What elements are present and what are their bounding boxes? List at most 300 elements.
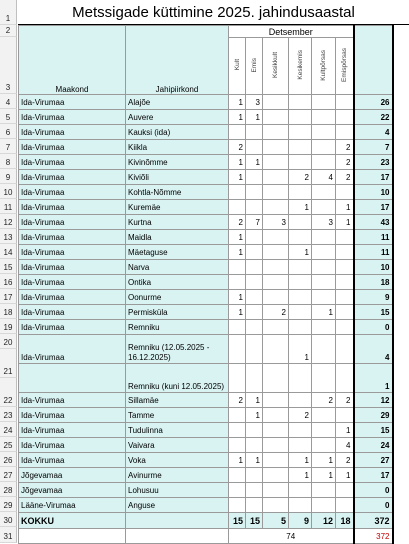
area-cell[interactable]: Kiikla: [126, 140, 229, 155]
row-number[interactable]: 30: [0, 512, 17, 527]
value-cell[interactable]: [229, 335, 246, 364]
area-cell[interactable]: Kurtna: [126, 215, 229, 230]
value-cell[interactable]: [336, 290, 354, 305]
area-cell[interactable]: Kivinõmme: [126, 155, 229, 170]
value-cell[interactable]: 2: [229, 393, 246, 408]
county-cell[interactable]: Ida-Virumaa: [19, 453, 126, 468]
value-cell[interactable]: [289, 498, 312, 513]
value-cell[interactable]: 1: [246, 110, 263, 125]
row-number[interactable]: 28: [0, 482, 17, 497]
value-cell[interactable]: [312, 200, 336, 215]
total-cell[interactable]: 12: [354, 393, 393, 408]
value-cell[interactable]: [289, 230, 312, 245]
value-cell[interactable]: [312, 408, 336, 423]
county-cell[interactable]: Ida-Virumaa: [19, 230, 126, 245]
row-number[interactable]: 23: [0, 407, 17, 422]
header-maakond[interactable]: Maakond: [19, 26, 126, 95]
total-cell[interactable]: 18: [354, 275, 393, 290]
row-number[interactable]: 21: [0, 349, 17, 378]
value-cell[interactable]: [263, 155, 289, 170]
county-cell[interactable]: Ida-Virumaa: [19, 423, 126, 438]
row-number[interactable]: 25: [0, 437, 17, 452]
area-cell[interactable]: Mäetaguse: [126, 245, 229, 260]
value-cell[interactable]: 1: [229, 290, 246, 305]
value-cell[interactable]: [312, 498, 336, 513]
area-cell[interactable]: Tudulinna: [126, 423, 229, 438]
row-number[interactable]: 14: [0, 244, 17, 259]
value-cell[interactable]: [263, 185, 289, 200]
area-cell[interactable]: Avinurme: [126, 468, 229, 483]
kokku-value[interactable]: 18: [336, 513, 354, 529]
value-cell[interactable]: 1: [229, 230, 246, 245]
value-cell[interactable]: [229, 125, 246, 140]
value-cell[interactable]: 1: [336, 200, 354, 215]
table-row: [19, 95, 393, 110]
total-cell[interactable]: 10: [354, 260, 393, 275]
total-cell[interactable]: 0: [354, 498, 393, 513]
value-cell[interactable]: [336, 110, 354, 125]
value-cell[interactable]: 4: [336, 438, 354, 453]
value-cell[interactable]: 3: [263, 215, 289, 230]
total-cell[interactable]: 24: [354, 438, 393, 453]
header-total[interactable]: [354, 26, 393, 95]
row31-sum[interactable]: 74: [229, 529, 354, 544]
value-cell[interactable]: 2: [263, 305, 289, 320]
row-number[interactable]: 9: [0, 169, 17, 184]
value-cell[interactable]: [229, 200, 246, 215]
total-cell[interactable]: 4: [354, 335, 393, 364]
header-col-0[interactable]: [229, 38, 246, 95]
header-col-1[interactable]: [246, 38, 263, 95]
value-cell[interactable]: [312, 423, 336, 438]
total-cell[interactable]: 1: [354, 364, 393, 393]
table-row: [19, 125, 393, 140]
value-cell[interactable]: [336, 230, 354, 245]
area-cell[interactable]: Maidla: [126, 230, 229, 245]
value-cell[interactable]: 1: [229, 245, 246, 260]
value-cell[interactable]: [336, 245, 354, 260]
value-cell[interactable]: [263, 320, 289, 335]
value-cell[interactable]: [289, 140, 312, 155]
kokku-value[interactable]: 5: [263, 513, 289, 529]
area-cell[interactable]: Kohtla-Nõmme: [126, 185, 229, 200]
county-cell[interactable]: [19, 364, 126, 393]
total-cell[interactable]: 11: [354, 245, 393, 260]
area-cell[interactable]: Remniku: [126, 320, 229, 335]
total-cell[interactable]: 4: [354, 125, 393, 140]
county-cell[interactable]: Ida-Virumaa: [19, 95, 126, 110]
table-row: [19, 468, 393, 483]
value-cell[interactable]: [312, 260, 336, 275]
row-number[interactable]: 22: [0, 378, 17, 407]
table-row: [19, 408, 393, 423]
value-cell[interactable]: [263, 95, 289, 110]
total-cell[interactable]: 17: [354, 468, 393, 483]
header-col-2[interactable]: [263, 38, 289, 95]
row-number[interactable]: 8: [0, 154, 17, 169]
total-cell[interactable]: 17: [354, 170, 393, 185]
total-cell[interactable]: 7: [354, 140, 393, 155]
value-cell[interactable]: [263, 140, 289, 155]
county-cell[interactable]: Jõgevamaa: [19, 483, 126, 498]
value-cell[interactable]: 2: [312, 393, 336, 408]
value-cell[interactable]: [229, 320, 246, 335]
value-cell[interactable]: [336, 305, 354, 320]
value-cell[interactable]: [336, 408, 354, 423]
row-number[interactable]: 24: [0, 422, 17, 437]
area-cell[interactable]: Remniku (12.05.2025 - 16.12.2025): [126, 335, 229, 364]
value-cell[interactable]: [263, 364, 289, 393]
value-cell[interactable]: 1: [229, 305, 246, 320]
row31-empty-a[interactable]: [19, 529, 126, 544]
value-cell[interactable]: 2: [229, 140, 246, 155]
value-cell[interactable]: [312, 155, 336, 170]
row-number[interactable]: 6: [0, 124, 17, 139]
row-number[interactable]: 3: [0, 37, 17, 94]
value-cell[interactable]: 1: [229, 170, 246, 185]
value-cell[interactable]: 1: [229, 453, 246, 468]
county-cell[interactable]: Ida-Virumaa: [19, 260, 126, 275]
value-cell[interactable]: 1: [246, 453, 263, 468]
total-cell[interactable]: 10: [354, 185, 393, 200]
area-cell[interactable]: Oonurme: [126, 290, 229, 305]
value-cell[interactable]: [312, 95, 336, 110]
sheet-title[interactable]: Metssigade küttimine 2025. jahindusaastal: [18, 0, 409, 25]
value-cell[interactable]: [246, 140, 263, 155]
value-cell[interactable]: 1: [289, 245, 312, 260]
county-cell[interactable]: Ida-Virumaa: [19, 155, 126, 170]
area-cell[interactable]: Auvere: [126, 110, 229, 125]
value-cell[interactable]: [336, 125, 354, 140]
county-cell[interactable]: Ida-Virumaa: [19, 140, 126, 155]
value-cell[interactable]: [312, 125, 336, 140]
county-cell[interactable]: Ida-Virumaa: [19, 215, 126, 230]
value-cell[interactable]: [263, 245, 289, 260]
row-number[interactable]: 17: [0, 289, 17, 304]
value-cell[interactable]: [229, 408, 246, 423]
row-number[interactable]: 31: [0, 527, 17, 543]
value-cell[interactable]: [289, 185, 312, 200]
area-cell[interactable]: Kauksi (ida): [126, 125, 229, 140]
value-cell[interactable]: [289, 483, 312, 498]
value-cell[interactable]: [289, 110, 312, 125]
area-cell[interactable]: Kuremäe: [126, 200, 229, 215]
kokku-total[interactable]: 372: [354, 513, 393, 529]
value-cell[interactable]: 1: [229, 110, 246, 125]
value-cell[interactable]: [246, 290, 263, 305]
value-cell[interactable]: [289, 275, 312, 290]
county-cell[interactable]: Ida-Virumaa: [19, 335, 126, 364]
county-cell[interactable]: Lääne-Virumaa: [19, 498, 126, 513]
value-cell[interactable]: 1: [336, 215, 354, 230]
value-cell[interactable]: [312, 275, 336, 290]
value-cell[interactable]: 1: [246, 393, 263, 408]
value-cell[interactable]: [336, 335, 354, 364]
county-cell[interactable]: Ida-Virumaa: [19, 305, 126, 320]
header-col-wrap: [246, 58, 262, 74]
area-cell[interactable]: Remniku (kuni 12.05.2025): [126, 364, 229, 393]
total-cell[interactable]: 27: [354, 453, 393, 468]
total-cell[interactable]: 26: [354, 95, 393, 110]
value-cell[interactable]: 2: [336, 140, 354, 155]
value-cell[interactable]: [336, 498, 354, 513]
row-number[interactable]: 19: [0, 319, 17, 334]
value-cell[interactable]: [312, 110, 336, 125]
value-cell[interactable]: [312, 364, 336, 393]
row-number[interactable]: 29: [0, 497, 17, 512]
value-cell[interactable]: 3: [312, 215, 336, 230]
value-cell[interactable]: [336, 364, 354, 393]
county-cell[interactable]: Ida-Virumaa: [19, 408, 126, 423]
county-cell[interactable]: Ida-Virumaa: [19, 170, 126, 185]
row-number[interactable]: 27: [0, 467, 17, 482]
value-cell[interactable]: [229, 364, 246, 393]
area-cell[interactable]: Alajõe: [126, 95, 229, 110]
area-cell[interactable]: Vaivara: [126, 438, 229, 453]
header-jahipiirkond[interactable]: Jahipiirkond: [126, 26, 229, 95]
value-cell[interactable]: [229, 423, 246, 438]
value-cell[interactable]: 2: [336, 453, 354, 468]
value-cell[interactable]: [263, 275, 289, 290]
header-col-4[interactable]: [312, 38, 336, 95]
value-cell[interactable]: [289, 423, 312, 438]
row-number[interactable]: 26: [0, 452, 17, 467]
kokku-label[interactable]: KOKKU: [19, 513, 126, 529]
area-cell[interactable]: Ontika: [126, 275, 229, 290]
county-cell[interactable]: Ida-Virumaa: [19, 185, 126, 200]
value-cell[interactable]: [312, 320, 336, 335]
value-cell[interactable]: 1: [289, 453, 312, 468]
value-cell[interactable]: [312, 230, 336, 245]
table-row: [19, 245, 393, 260]
value-cell[interactable]: [312, 290, 336, 305]
value-cell[interactable]: 2: [229, 215, 246, 230]
header-col-5[interactable]: [336, 38, 354, 95]
table-row: [19, 155, 393, 170]
value-cell[interactable]: [229, 498, 246, 513]
row-number[interactable]: 7: [0, 139, 17, 154]
value-cell[interactable]: 1: [336, 468, 354, 483]
value-cell[interactable]: 2: [289, 408, 312, 423]
value-cell[interactable]: 1: [246, 408, 263, 423]
value-cell[interactable]: [263, 408, 289, 423]
row-number[interactable]: 16: [0, 274, 17, 289]
value-cell[interactable]: [289, 260, 312, 275]
table-row: [19, 423, 393, 438]
area-cell[interactable]: Voka: [126, 453, 229, 468]
value-cell[interactable]: [312, 335, 336, 364]
value-cell[interactable]: 2: [336, 170, 354, 185]
value-cell[interactable]: [289, 290, 312, 305]
value-cell[interactable]: [263, 230, 289, 245]
county-cell[interactable]: Ida-Virumaa: [19, 438, 126, 453]
value-cell[interactable]: [336, 320, 354, 335]
value-cell[interactable]: [246, 468, 263, 483]
table-row: [19, 260, 393, 275]
total-cell[interactable]: 17: [354, 200, 393, 215]
total-cell[interactable]: 22: [354, 110, 393, 125]
total-cell[interactable]: 9: [354, 290, 393, 305]
value-cell[interactable]: [336, 275, 354, 290]
area-cell[interactable]: Sillamäe: [126, 393, 229, 408]
county-cell[interactable]: Jõgevamaa: [19, 468, 126, 483]
value-cell[interactable]: [289, 305, 312, 320]
area-cell[interactable]: Tamme: [126, 408, 229, 423]
row-number[interactable]: 18: [0, 304, 17, 319]
row31-total-red[interactable]: 372: [354, 529, 393, 544]
value-cell[interactable]: [246, 170, 263, 185]
value-cell[interactable]: 1: [246, 155, 263, 170]
total-cell[interactable]: 15: [354, 423, 393, 438]
value-cell[interactable]: [246, 200, 263, 215]
table-row: [19, 230, 393, 245]
value-cell[interactable]: [263, 335, 289, 364]
row-number[interactable]: 20: [0, 334, 17, 349]
value-cell[interactable]: [229, 275, 246, 290]
kokku-value[interactable]: 12: [312, 513, 336, 529]
row-number[interactable]: 12: [0, 214, 17, 229]
value-cell[interactable]: [246, 364, 263, 393]
value-cell[interactable]: [312, 185, 336, 200]
value-cell[interactable]: [246, 260, 263, 275]
county-cell[interactable]: Ida-Virumaa: [19, 290, 126, 305]
header-month[interactable]: Detsember: [229, 26, 354, 38]
value-cell[interactable]: 1: [229, 95, 246, 110]
row-number[interactable]: 11: [0, 199, 17, 214]
value-cell[interactable]: [263, 290, 289, 305]
header-col-3[interactable]: [289, 38, 312, 95]
county-cell[interactable]: Ida-Virumaa: [19, 200, 126, 215]
value-cell[interactable]: [289, 320, 312, 335]
county-cell[interactable]: Ida-Virumaa: [19, 275, 126, 290]
row-number[interactable]: 10: [0, 184, 17, 199]
value-cell[interactable]: [246, 230, 263, 245]
value-cell[interactable]: 4: [312, 170, 336, 185]
value-cell[interactable]: [229, 468, 246, 483]
value-cell[interactable]: [263, 423, 289, 438]
value-cell[interactable]: 3: [246, 95, 263, 110]
table-row: [19, 185, 393, 200]
area-cell[interactable]: Anguse: [126, 498, 229, 513]
value-cell[interactable]: 2: [289, 170, 312, 185]
value-cell[interactable]: [246, 305, 263, 320]
value-cell[interactable]: 2: [336, 393, 354, 408]
kokku-value[interactable]: 9: [289, 513, 312, 529]
value-cell[interactable]: [263, 438, 289, 453]
value-cell[interactable]: [246, 320, 263, 335]
value-cell[interactable]: [312, 438, 336, 453]
value-cell[interactable]: [246, 125, 263, 140]
value-cell[interactable]: 1: [336, 423, 354, 438]
value-cell[interactable]: [263, 498, 289, 513]
area-cell[interactable]: Narva: [126, 260, 229, 275]
value-cell[interactable]: [312, 140, 336, 155]
value-cell[interactable]: 1: [289, 200, 312, 215]
value-cell[interactable]: [263, 110, 289, 125]
value-cell[interactable]: [246, 438, 263, 453]
value-cell[interactable]: [229, 185, 246, 200]
row-number[interactable]: 5: [0, 109, 17, 124]
row-number[interactable]: 13: [0, 229, 17, 244]
value-cell[interactable]: [246, 335, 263, 364]
value-cell[interactable]: [246, 275, 263, 290]
county-cell[interactable]: Ida-Virumaa: [19, 125, 126, 140]
value-cell[interactable]: 1: [312, 468, 336, 483]
kokku-value[interactable]: 15: [229, 513, 246, 529]
county-cell[interactable]: Ida-Virumaa: [19, 320, 126, 335]
row-number[interactable]: 15: [0, 259, 17, 274]
value-cell[interactable]: 7: [246, 215, 263, 230]
total-cell[interactable]: 43: [354, 215, 393, 230]
county-cell[interactable]: Ida-Virumaa: [19, 393, 126, 408]
value-cell[interactable]: [263, 170, 289, 185]
value-cell[interactable]: [263, 200, 289, 215]
value-cell[interactable]: [263, 483, 289, 498]
value-cell[interactable]: [246, 498, 263, 513]
value-cell[interactable]: 1: [289, 468, 312, 483]
value-cell[interactable]: [246, 245, 263, 260]
value-cell[interactable]: 2: [336, 155, 354, 170]
value-cell[interactable]: [263, 125, 289, 140]
value-cell[interactable]: [289, 95, 312, 110]
area-cell[interactable]: Kiviõli: [126, 170, 229, 185]
value-cell[interactable]: [246, 423, 263, 438]
value-cell[interactable]: [289, 393, 312, 408]
total-cell[interactable]: 23: [354, 155, 393, 170]
county-cell[interactable]: Ida-Virumaa: [19, 245, 126, 260]
value-cell[interactable]: [289, 215, 312, 230]
total-cell[interactable]: 0: [354, 483, 393, 498]
row-number[interactable]: 1: [0, 0, 17, 25]
value-cell[interactable]: [229, 438, 246, 453]
value-cell[interactable]: [229, 483, 246, 498]
value-cell[interactable]: 1: [312, 453, 336, 468]
value-cell[interactable]: 1: [312, 305, 336, 320]
total-cell[interactable]: 11: [354, 230, 393, 245]
value-cell[interactable]: [312, 483, 336, 498]
kokku-value[interactable]: 15: [246, 513, 263, 529]
value-cell[interactable]: [263, 468, 289, 483]
area-cell[interactable]: Permisküla: [126, 305, 229, 320]
value-cell[interactable]: [336, 185, 354, 200]
row-number[interactable]: 4: [0, 94, 17, 109]
value-cell[interactable]: 1: [289, 335, 312, 364]
value-cell[interactable]: [263, 260, 289, 275]
value-cell[interactable]: [289, 438, 312, 453]
row-number[interactable]: 2: [0, 25, 17, 37]
area-cell[interactable]: Lohusuu: [126, 483, 229, 498]
value-cell[interactable]: [336, 483, 354, 498]
value-cell[interactable]: [289, 364, 312, 393]
total-cell[interactable]: 29: [354, 408, 393, 423]
value-cell[interactable]: [289, 155, 312, 170]
table-row: [19, 110, 393, 125]
value-cell[interactable]: [263, 393, 289, 408]
value-cell[interactable]: 1: [229, 155, 246, 170]
value-cell[interactable]: [246, 185, 263, 200]
value-cell[interactable]: [336, 260, 354, 275]
total-cell[interactable]: 15: [354, 305, 393, 320]
value-cell[interactable]: [263, 453, 289, 468]
county-cell[interactable]: Ida-Virumaa: [19, 110, 126, 125]
row31-empty-b[interactable]: [126, 529, 229, 544]
value-cell[interactable]: [312, 245, 336, 260]
value-cell[interactable]: [246, 483, 263, 498]
value-cell[interactable]: [229, 260, 246, 275]
value-cell[interactable]: [336, 95, 354, 110]
total-cell[interactable]: 0: [354, 320, 393, 335]
value-cell[interactable]: [289, 125, 312, 140]
